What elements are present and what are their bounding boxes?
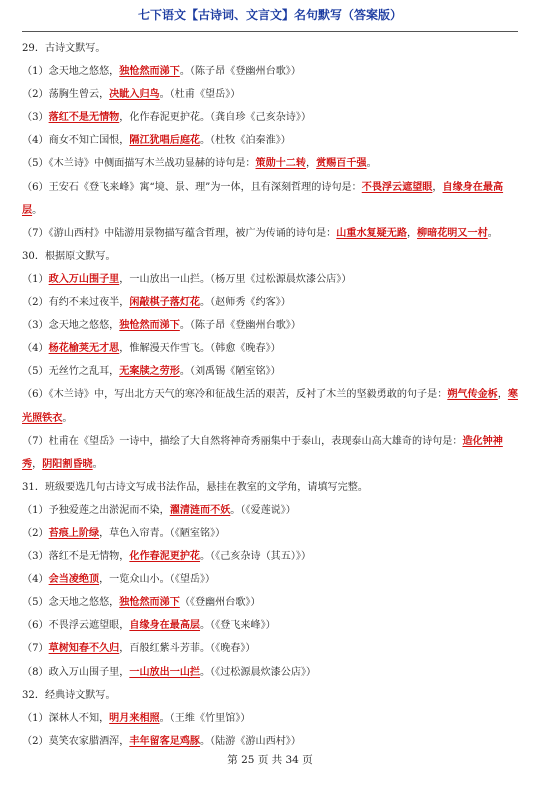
answer-text: 山重水复疑无路 [336,227,407,239]
question-text: 。（王维《竹里馆》） [159,712,251,724]
question-text: ， [406,227,418,239]
answer-text: 朔气传金柝 [447,389,498,401]
answer-text: 独怆然而涕下 [119,66,180,78]
page-footer: 第 25 页 共 34 页 [227,754,313,766]
text-line [22,106,522,129]
answer-text: 阴阳割昏晓 [42,458,93,470]
document-body [22,37,522,753]
question-text: （4）商女不知亡国恨， [22,135,130,147]
answer-text: 会当凌绝顶 [48,574,100,586]
text-line [22,291,522,314]
question-text: （1） [22,273,49,285]
question-text: （3）念天地之悠悠， [22,320,120,332]
text-line [22,430,522,476]
answer-text: 赏赐百千强 [316,158,367,170]
question-text: 。（《过松源晨炊漆公店》） [200,666,317,678]
text-line [22,222,522,245]
question-text: ，一览众山小。（《望岳》） [99,574,216,586]
question-text: 。（《登飞来峰》） [200,620,276,632]
question-text: （《登幽州台歌》） [179,597,261,609]
question-text: （5）《木兰诗》中侧面描写木兰战功显赫的诗句是： [22,158,256,170]
answer-text: 自缘身在最高层 [129,620,201,632]
text-line [22,60,522,83]
question-text: ， [32,458,43,470]
text-line [22,37,522,60]
answer-text: 明月来相照 [109,712,160,724]
question-text: （2）荡胸生曾云， [22,89,110,101]
text-line [22,129,522,152]
text-line [22,152,522,175]
question-text: 。 [32,204,43,216]
answer-text: 隔江犹唱后庭花 [129,135,201,147]
question-text: ， [306,158,317,170]
question-text: 30．根据原文默写。 [22,250,116,262]
question-text: 。（陆游《游山西村》） [200,735,301,747]
question-text: 。（赵师秀《约客》） [200,297,291,309]
text-line [22,360,522,383]
header-rule [22,31,518,32]
question-text: ，百般红紫斗芳菲。（《晚春》） [119,643,256,655]
text-line [22,637,522,660]
question-text: 。（《爱莲说》） [230,504,296,516]
question-text: 。 [487,227,498,239]
answer-text: 策勋十二转 [255,158,306,170]
question-text: （3）落红不是无情物， [22,551,130,563]
answer-text: 政入万山围子里 [48,273,120,285]
question-text: （2） [22,527,49,539]
question-text: （6）王安石《登飞来峰》寓“境、景、理”为一体，且有深刻哲理的诗句是： [22,181,362,193]
answer-text: 柳暗花明又一村 [417,227,488,239]
text-line [22,522,522,545]
answer-text: 造化钟神秀 [22,435,503,470]
question-text: （4） [22,574,49,586]
answer-text: 无案牍之劳形 [119,366,180,378]
page-header-title: 七下语文【古诗词、文言文】名句默写（答案版） [137,8,402,22]
text-line [22,83,522,106]
text-line [22,176,522,222]
text-line [22,499,522,522]
question-text: （3） [22,112,49,124]
text-line [22,245,522,268]
text-line [22,268,522,291]
question-text: 。（杜牧《泊秦淮》） [200,135,291,147]
question-text: （1）予独爱莲之出淤泥而不染， [22,504,170,516]
question-text: 。 [62,412,73,424]
question-text: ， [432,181,443,193]
answer-text: 独怆然而涕下 [119,597,180,609]
answer-text: 丰年留客足鸡豚 [129,735,201,747]
question-text: 。 [92,458,103,470]
question-text: （8）政入万山围子里， [22,666,130,678]
answer-text: 苔痕上阶绿 [48,527,100,539]
question-text: （4） [22,343,49,355]
question-text: 。（刘禹锡《陋室铭》） [179,366,281,378]
question-text: （1）念天地之悠悠， [22,66,120,78]
question-text: （2）莫笑农家腊酒浑， [22,735,130,747]
text-line [22,314,522,337]
answer-text: 闲敲棋子落灯花 [129,297,201,309]
question-text: （6）《木兰诗》中，写出北方天气的寒冷和征战生活的艰苦，反衬了木兰的坚毅勇敢的句子是： [22,389,448,401]
question-text: 32．经典诗文默写。 [22,689,116,701]
question-text: 。（杜甫《望岳》） [159,89,241,101]
question-text: ，草色入帘青。（《陋室铭》） [99,527,226,539]
answer-text: 化作春泥更护花 [129,551,201,563]
question-text: （5）念天地之悠悠， [22,597,120,609]
text-line [22,614,522,637]
answer-text: 一山放出一山拦 [129,666,201,678]
question-text: 。（陈子昂《登幽州台歌》） [179,66,301,78]
text-line [22,568,522,591]
answer-text: 独怆然而涕下 [119,320,180,332]
question-text: ，一山放出一山拦。（杨万里《过松源晨炊漆公店》） [119,273,352,285]
question-text: 31．班级要选几句古诗文写成书法作品，悬挂在教室的文学角，请填写完整。 [22,481,368,493]
text-line [22,661,522,684]
question-text: （7）《游山西村》中陆游用景物描写蕴含哲理，被广为传诵的诗句是： [22,227,337,239]
question-text: （5）无丝竹之乱耳， [22,366,120,378]
answer-text: 寒光照铁衣 [22,389,518,424]
question-text: ，化作春泥更护花。（龚自珍《己亥杂诗》） [119,112,312,124]
question-text: 29．古诗文默写。 [22,43,106,54]
text-line [22,545,522,568]
question-text: ， [497,389,508,401]
text-line [22,337,522,360]
answer-text: 杨花榆荚无才思 [48,343,120,355]
question-text: 。（《己亥杂诗（其五）》） [200,551,312,563]
question-text: （6）不畏浮云遮望眼， [22,620,130,632]
question-text: （7）杜甫在《望岳》一诗中，描绘了大自然将神奇秀丽集中于泰山，表现泰山高大雄奇的诗句是： [22,435,463,447]
answer-text: 自缘身在最高层 [22,181,504,216]
text-line [22,591,522,614]
answer-text: 草树知春不久归 [48,643,120,655]
text-line [22,707,522,730]
question-text: （7） [22,643,49,655]
answer-text: 不畏浮云遮望眼 [361,181,433,193]
text-line [22,684,522,707]
question-text: 。 [366,158,377,170]
answer-text: 决眦入归鸟 [109,89,160,101]
text-line [22,730,522,753]
text-line [22,383,522,429]
question-text: （1）深林人不知， [22,712,110,724]
question-text: （2）有约不来过夜半， [22,297,130,309]
question-text: ，惟解漫天作雪飞。（韩愈《晚春》） [119,343,281,355]
answer-text: 落红不是无情物 [48,112,120,124]
question-text: 。（陈子昂《登幽州台歌》） [179,320,301,332]
answer-text: 濯清涟而不妖 [169,504,231,516]
text-line [22,476,522,499]
